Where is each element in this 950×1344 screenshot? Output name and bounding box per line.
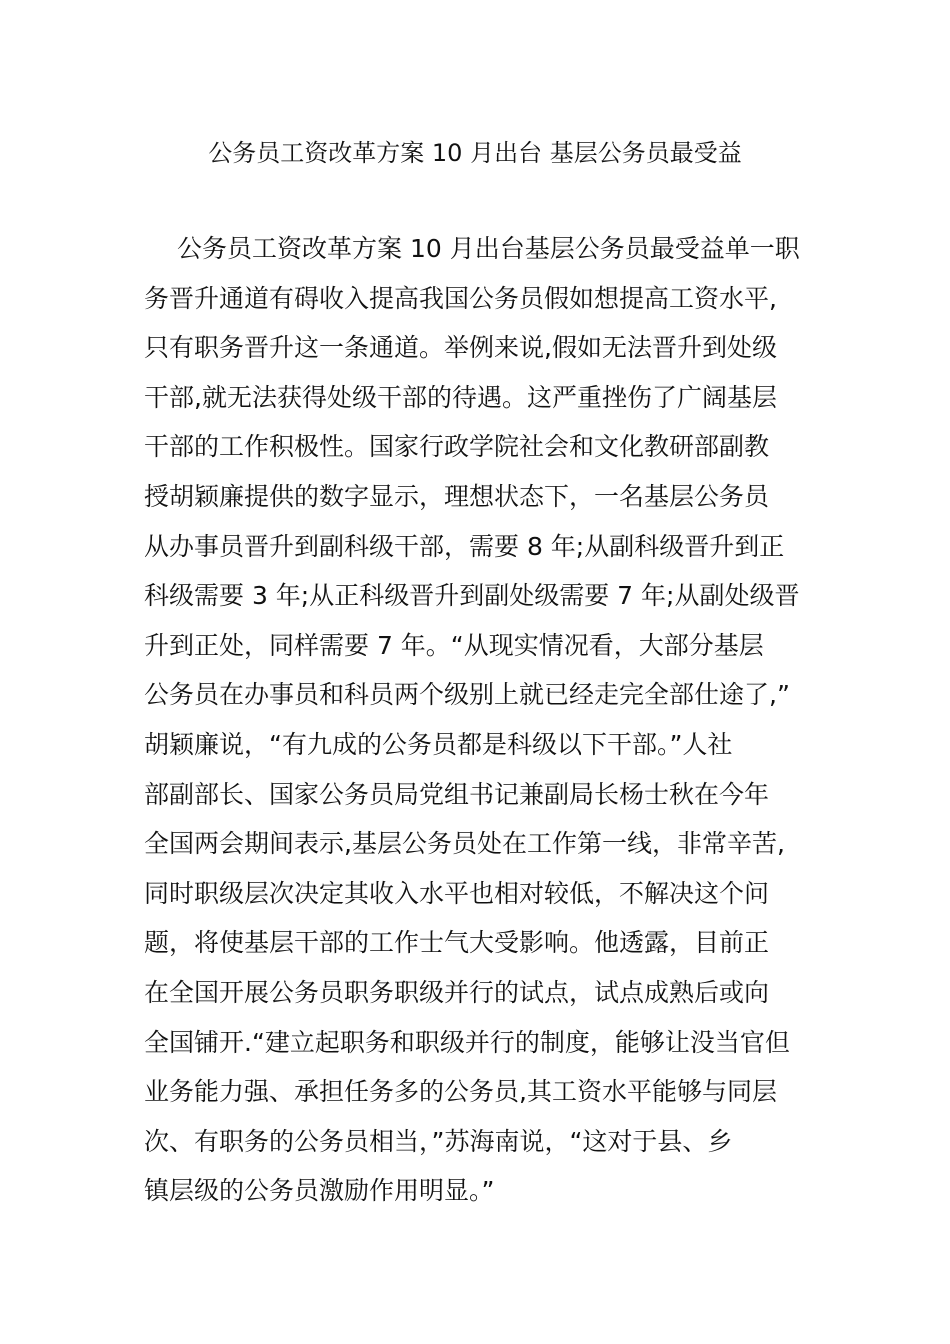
body-line: 干部的工作积极性。国家行政学院社会和文化教研部副教: [144, 432, 770, 462]
body-line: 题，将使基层干部的工作士气大受影响。他透露，目前正: [144, 928, 770, 958]
body-line: 公务员在办事员和科员两个级别上就已经走完全部仕途了,”: [144, 680, 790, 710]
body-line: 在全国开展公务员职务职级并行的试点，试点成熟后或向: [144, 977, 770, 1007]
body-line: 胡颖廉说，“有九成的公务员都是科级以下干部。”人社: [144, 729, 733, 759]
body-line: 部副部长、国家公务员局党组书记兼副局长杨士秋在今年: [144, 779, 770, 809]
body-line: 镇层级的公务员激励作用明显。”: [144, 1176, 495, 1206]
document-title: 公务员工资改革方案 10 月出台 基层公务员最受益: [208, 139, 742, 167]
body-line: 务晋升通道有碍收入提高我国公务员假如想提高工资水平,: [144, 283, 777, 313]
body-line: 只有职务晋升这一条通道。举例来说,假如无法晋升到处级: [144, 333, 777, 363]
body-line: 业务能力强、承担任务多的公务员,其工资水平能够与同层: [144, 1077, 777, 1107]
body-line: 全国两会期间表示,基层公务员处在工作第一线，非常辛苦,: [144, 829, 785, 859]
body-line: 科级需要 3 年;从正科级晋升到副处级需要 7 年;从副处级晋: [144, 581, 800, 611]
body-line: 同时职级层次决定其收入水平也相对较低，不解决这个问: [144, 878, 770, 908]
body-line: 次、有职务的公务员相当，”苏海南说，“这对于县、乡: [144, 1126, 733, 1156]
body-line: 授胡颖廉提供的数字显示，理想状态下，一名基层公务员: [144, 481, 770, 511]
body-line: 从办事员晋升到副科级干部，需要 8 年;从副科级晋升到正: [144, 531, 785, 561]
document-body: [144, 224, 814, 1216]
body-line: 公务员工资改革方案 10 月出台基层公务员最受益单一职: [177, 234, 800, 263]
body-line: 干部,就无法获得处级干部的待遇。这严重挫伤了广阔基层: [144, 382, 777, 412]
body-line: 升到正处，同样需要 7 年。“从现实情况看，大部分基层: [144, 630, 764, 660]
body-line: 全国铺开.“建立起职务和职级并行的制度，能够让没当官但: [144, 1027, 790, 1057]
